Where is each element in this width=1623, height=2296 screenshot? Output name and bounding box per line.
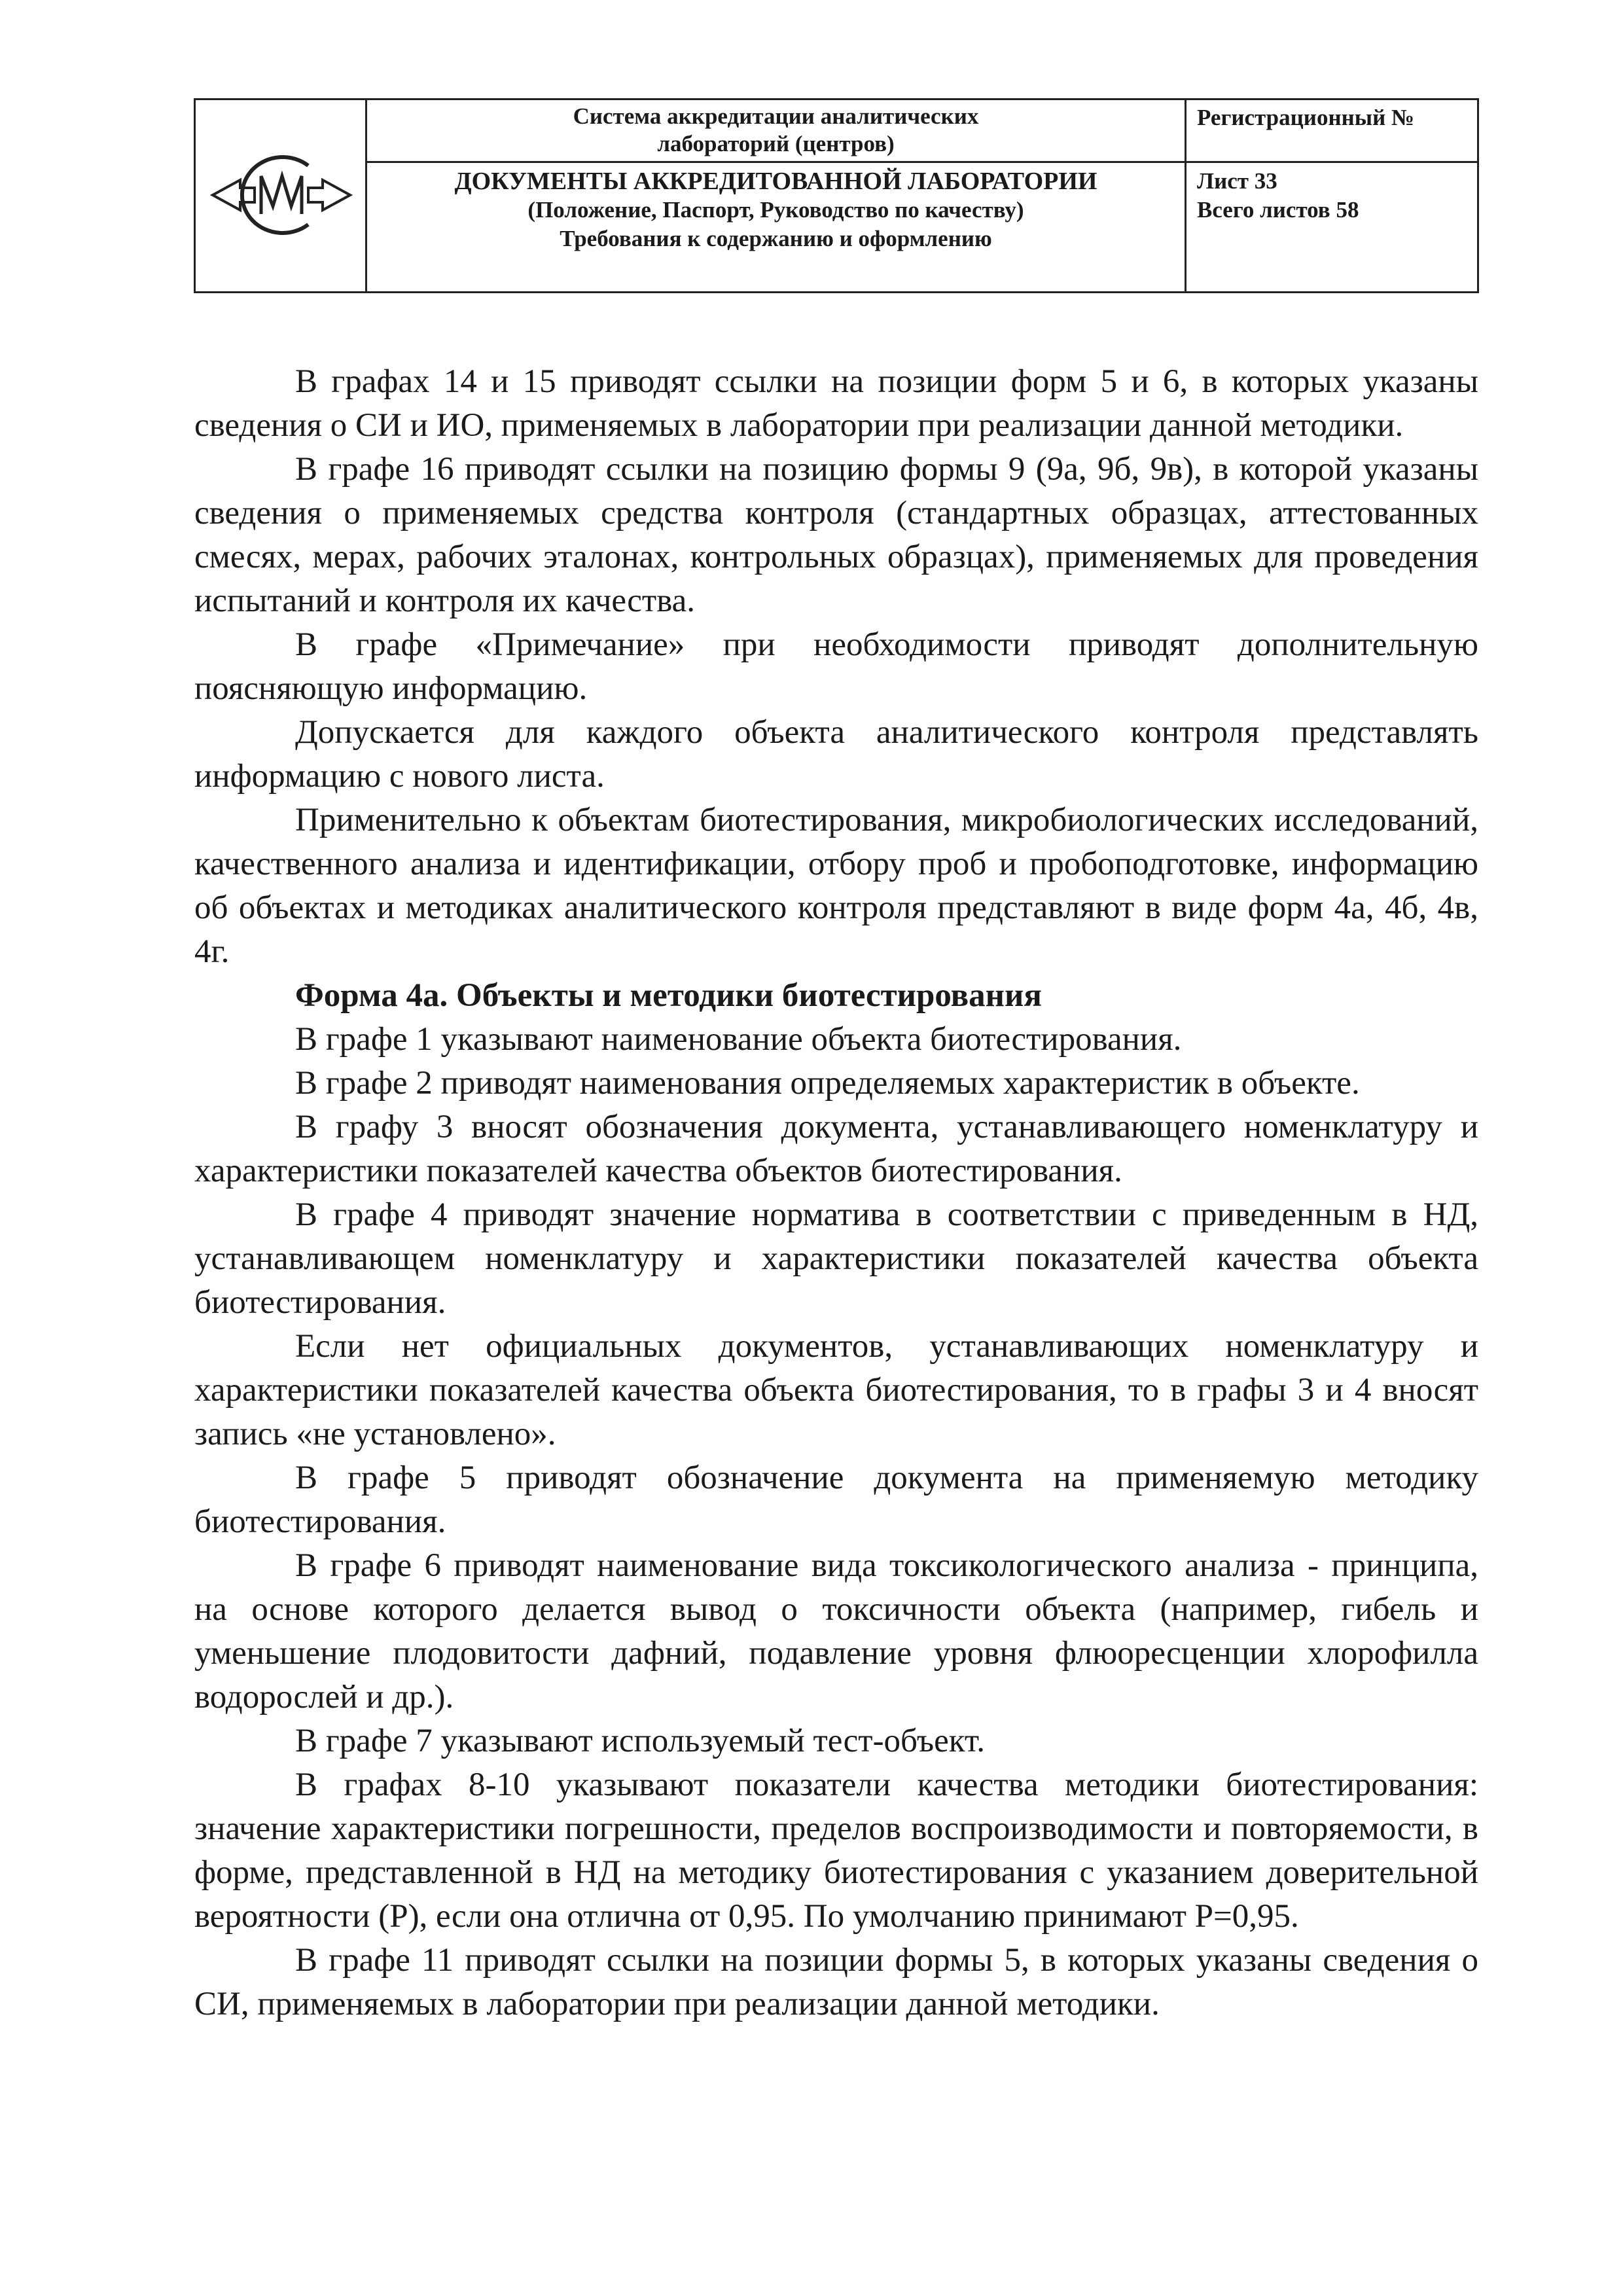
document-body [194, 360, 1478, 2026]
paragraph: В графе 7 указывают используемый тест-объект. [295, 1723, 986, 1759]
accreditation-system-title [367, 100, 1185, 163]
paragraph: В графах 8-10 указывают показатели качества методики биотестирования: значение характеристики погрешности, пределов воспроизводимости и повторяемости, в форме, представленной в НД на методику биотестирования с указанием доверительной вероятности (Р), если она отлична от 0,95. По умолчанию принимают Р=0,95. [194, 1767, 1478, 1935]
paragraph: В графе 6 приводят наименование вида токсикологического анализа - принципа, на основе которого делается вывод о токсичности объекта (например, гибель и уменьшение плодовитости дафний, подавление уровня флюоресценции хлорофилла водорослей и др.). [194, 1547, 1478, 1715]
organization-logo-icon [210, 146, 353, 244]
paragraph: В графе 1 указывают наименование объекта биотестирования. [295, 1021, 1182, 1058]
paragraph: Допускается для каждого объекта аналитического контроля представлять информацию с нового листа. [194, 714, 1478, 795]
header-meta-cell [1186, 100, 1477, 291]
sheet-info [1186, 163, 1488, 224]
registration-number-label: Регистрационный № [1186, 100, 1477, 163]
paragraph: Если нет официальных документов, устанавливающих номенклатуру и характеристики показателей качества объекта биотестирования, то в графы 3 и 4 вносят запись «не установлено». [194, 1328, 1478, 1452]
paragraph: В графе 16 приводят ссылки на позицию формы 9 (9а, 9б, 9в), в которой указаны сведения о применяемых средства контроля (стандартных образцах, аттестованных смесях, мерах, рабочих эталонах, контрольных образцах), применяемых для проведения испытаний и контроля их качества. [194, 451, 1478, 619]
section-heading: Форма 4а. Объекты и методики биотестирования [295, 977, 1043, 1014]
document-title-block [367, 163, 1185, 253]
document-title: ДОКУМЕНТЫ АККРЕДИТОВАННОЙ ЛАБОРАТОРИИ [454, 168, 1097, 195]
logo-cell [196, 100, 367, 291]
document-header [194, 98, 1479, 293]
paragraph: В графе 2 приводят наименования определяемых характеристик в объекте. [295, 1065, 1360, 1102]
header-title-cell [367, 100, 1186, 291]
document-subtitle-2: Требования к содержанию и оформлению [560, 226, 992, 251]
document-subtitle: (Положение, Паспорт, Руководство по качеству) [527, 197, 1024, 223]
paragraph: В графу 3 вносят обозначения документа, устанавливающего номенклатуру и характеристики показателей качества объектов биотестирования. [194, 1109, 1478, 1189]
system-line-1: Система аккредитации аналитических [573, 103, 979, 129]
paragraph: Применительно к объектам биотестирования, микробиологических исследований, качественного анализа и идентификации, отбору проб и пробоподготовке, информацию об объектах и методиках аналитического контроля представляют в виде форм 4а, 4б, 4в, 4г. [194, 802, 1478, 970]
total-sheets: Всего листов 58 [1197, 197, 1359, 223]
paragraph: В графе 11 приводят ссылки на позиции формы 5, в которых указаны сведения о СИ, применяемых в лаборатории при реализации данной методики. [194, 1942, 1478, 2022]
sheet-number: Лист 33 [1197, 168, 1277, 194]
paragraph: В графах 14 и 15 приводят ссылки на позиции форм 5 и 6, в которых указаны сведения о СИ и ИО, применяемых в лаборатории при реализации данной методики. [194, 363, 1478, 444]
paragraph: В графе «Примечание» при необходимости приводят дополнительную поясняющую информацию. [194, 626, 1478, 707]
paragraph: В графе 5 приводят обозначение документа на применяемую методику биотестирования. [194, 1460, 1478, 1540]
system-line-2: лабораторий (центров) [657, 131, 895, 156]
paragraph: В графе 4 приводят значение норматива в соответствии с приведенным в НД, устанавливающем номенклатуру и характеристики показателей качества объекта биотестирования. [194, 1196, 1478, 1321]
